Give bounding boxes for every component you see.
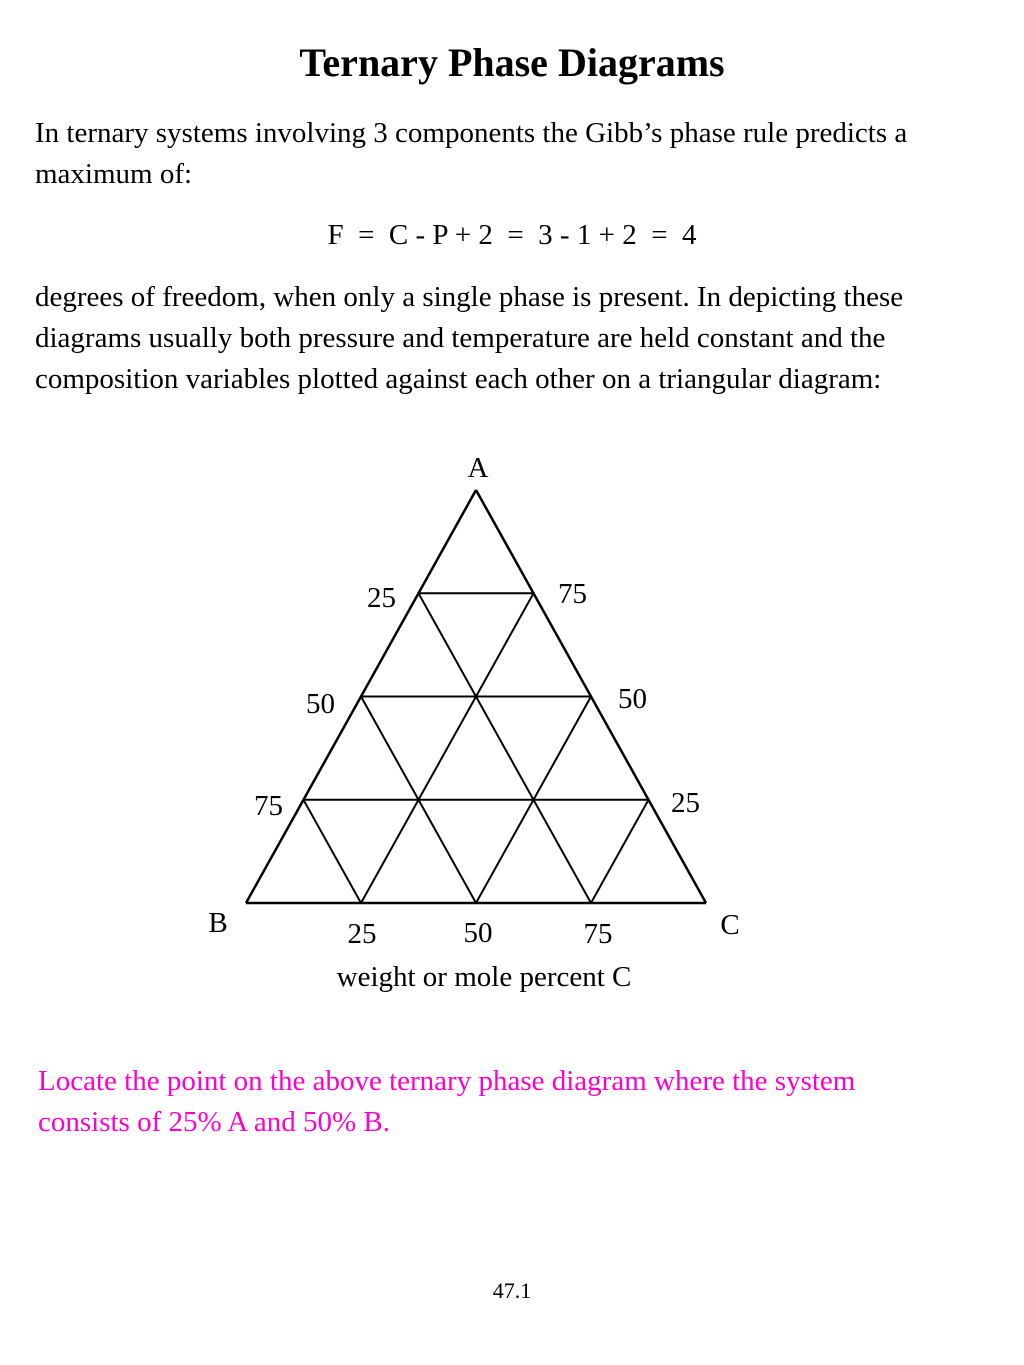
- phase-rule-equation: F = C - P + 2 = 3 - 1 + 2 = 4: [327, 219, 697, 251]
- page-title: Ternary Phase Diagrams: [299, 40, 725, 85]
- grid-line-rising: [419, 593, 592, 903]
- grid-lines: [304, 593, 649, 903]
- bottom-tick-label: 50: [463, 917, 493, 949]
- bottom-tick-label: 25: [347, 918, 377, 950]
- bottom-axis-caption: weight or mole percent C: [336, 961, 632, 993]
- grid-line-rising: [304, 800, 362, 903]
- left-tick-label: 25: [367, 582, 396, 614]
- vertex-label-c: C: [720, 909, 740, 941]
- vertex-label-b: B: [208, 907, 228, 939]
- bottom-tick-label: 75: [583, 918, 613, 950]
- right-tick-label: 25: [671, 787, 700, 819]
- exercise-question: Locate the point on the above ternary phase diagram where the system consists of 25% A and 50% B.: [38, 1065, 856, 1138]
- left-tick-label: 75: [254, 790, 283, 822]
- vertex-label-a: A: [467, 452, 489, 484]
- left-tick-label: 50: [306, 688, 335, 720]
- grid-line-falling: [591, 800, 649, 903]
- intro-paragraph: In ternary systems involving 3 components the Gibb’s phase rule predicts a maximum of:: [35, 117, 908, 190]
- description-paragraph: degrees of freedom, when only a single phase is present. In depicting these diagrams usually both pressure and temperature are held constant and the composition variables plotted against each other on a triangular diagram:: [35, 281, 904, 395]
- right-tick-label: 50: [618, 683, 647, 715]
- right-tick-label: 75: [558, 578, 587, 610]
- page-number: 47.1: [492, 1278, 532, 1303]
- grid-line-falling: [361, 593, 534, 903]
